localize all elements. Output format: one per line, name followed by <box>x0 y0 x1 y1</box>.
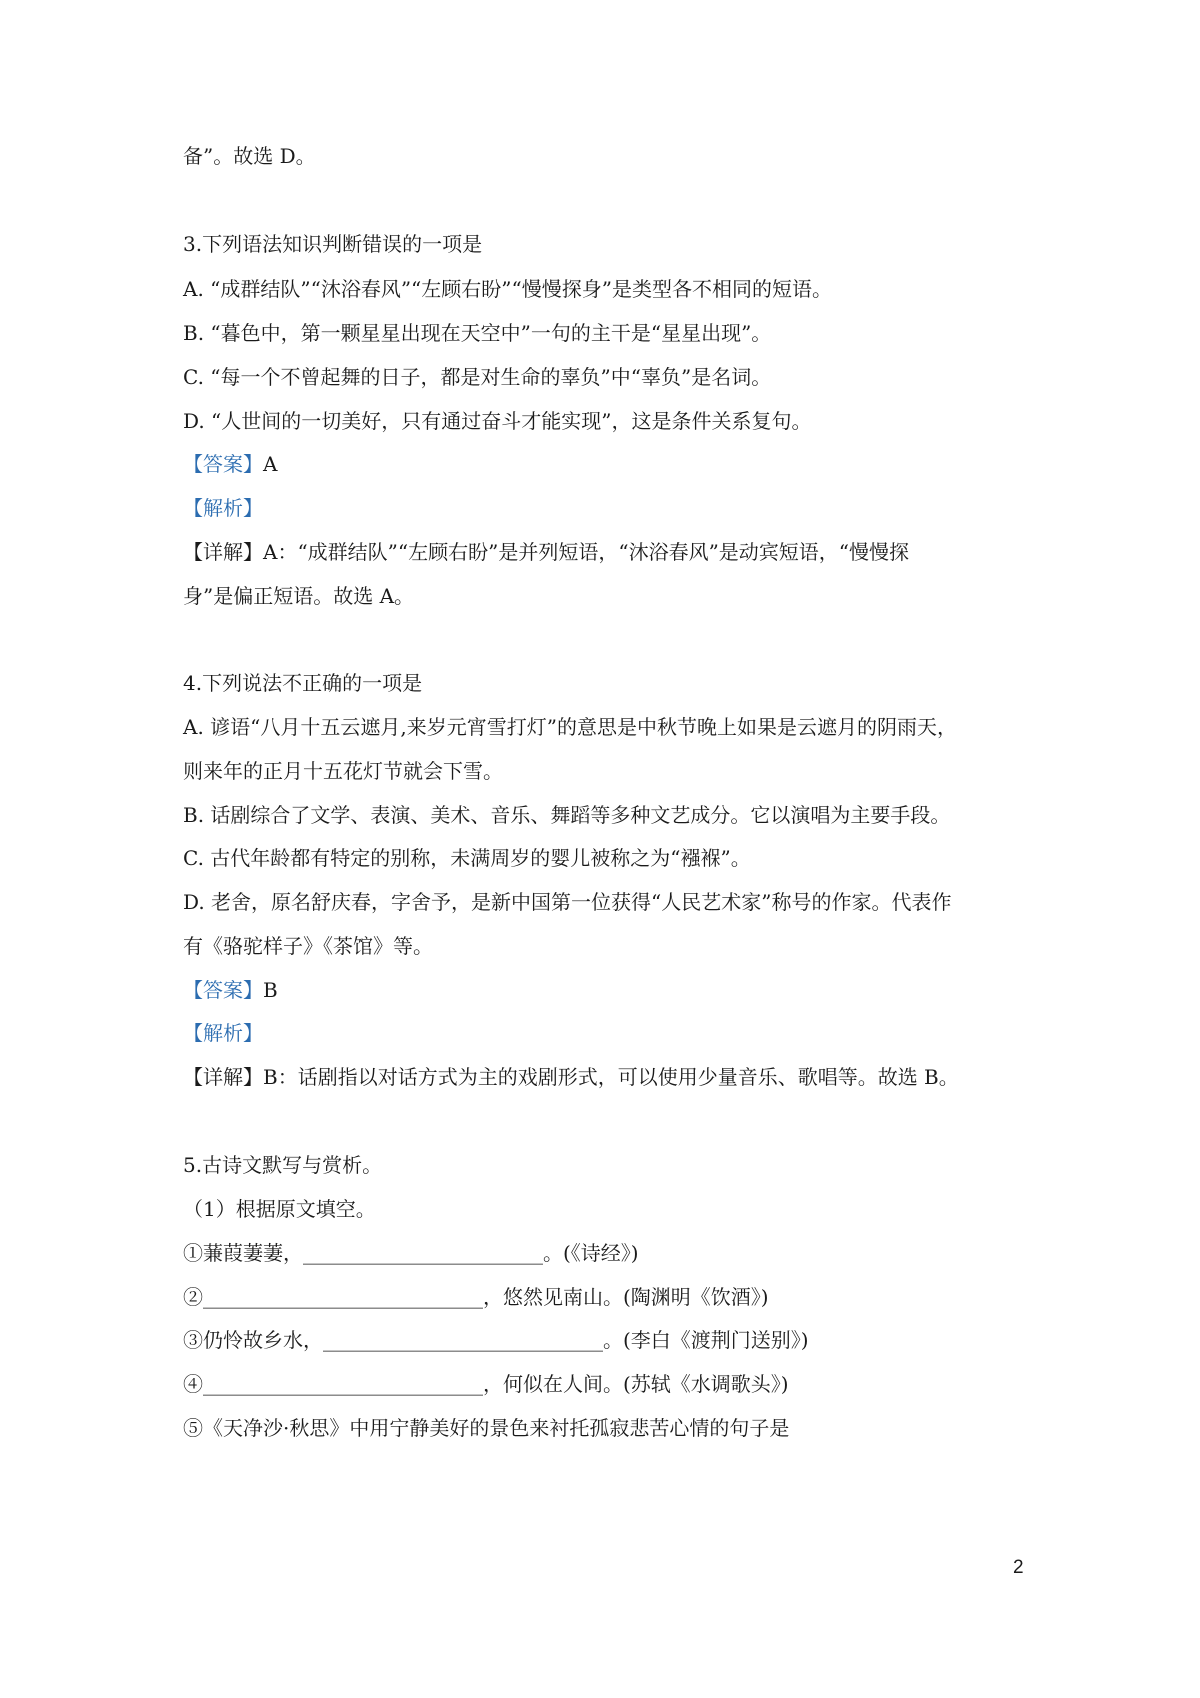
explanation-text: B：话剧指以对话方式为主的戏剧形式，可以使用少量音乐、歌唱等。故选 B。 <box>263 1065 959 1089</box>
analysis-tag: 【解析】 <box>183 1021 263 1045</box>
fill-blank-5: ⑤《天净沙·秋思》中用宁静美好的景色来衬托孤寂悲苦心情的句子是 <box>183 1416 790 1440</box>
explanation-tag: 【详解】 <box>183 540 263 564</box>
explanation-line <box>183 1064 959 1090</box>
answer-line <box>183 977 278 1003</box>
question-3-stem: 3.下列语法知识判断错误的一项是 <box>183 232 483 256</box>
question-3-option-c: C. “每一个不曾起舞的日子，都是对生命的辜负”中“辜负”是名词。 <box>183 365 772 389</box>
explanation-line <box>183 539 909 565</box>
explanation-text: A：“成群结队”“左顾右盼”是并列短语，“沐浴春风”是动宾短语，“慢慢探 <box>263 540 910 564</box>
analysis-tag: 【解析】 <box>183 496 263 520</box>
fill-blank-3: ③仍怜故乡水，____________________________。(李白《渡荆门送别》) <box>183 1328 809 1352</box>
question-3-option-a: A. “成群结队”“沐浴春风”“左顾右盼”“慢慢探身”是类型各不相同的短语。 <box>183 277 832 301</box>
question-4-option-d-continuation: 有《骆驼样子》《茶馆》等。 <box>183 934 433 958</box>
question-4-option-a: A. 谚语“八月十五云遮月,来岁元宵雪打灯”的意思是中秋节晚上如果是云遮月的阴雨天， <box>183 715 957 739</box>
question-4-option-b: B. 话剧综合了文学、表演、美术、音乐、舞蹈等多种文艺成分。它以演唱为主要手段。 <box>183 803 951 827</box>
fill-blank-1: ①蒹葭萋萋，________________________。(《诗经》) <box>183 1241 639 1265</box>
question-3-option-b: B. “暮色中，第一颗星星出现在天空中”一句的主干是“星星出现”。 <box>183 321 772 345</box>
question-5-stem: 5.古诗文默写与赏析。 <box>183 1153 383 1177</box>
answer-line <box>183 451 277 477</box>
question-4-stem: 4.下列说法不正确的一项是 <box>183 671 423 695</box>
fill-blank-4: ④____________________________，何似在人间。(苏轼《水调歌头》) <box>183 1372 789 1396</box>
answer-value: B <box>263 978 278 1002</box>
question-4-option-d: D. 老舍，原名舒庆春，字舍予，是新中国第一位获得“人民艺术家”称号的作家。代表作 <box>183 890 952 914</box>
answer-value: A <box>263 452 278 476</box>
text-line: 备”。故选 D。 <box>183 144 316 168</box>
question-3-option-d: D. “人世间的一切美好，只有通过奋斗才能实现”，这是条件关系复句。 <box>183 409 812 433</box>
question-4-option-c: C. 古代年龄都有特定的别称，未满周岁的婴儿被称之为“襁褓”。 <box>183 846 751 870</box>
answer-tag: 【答案】 <box>183 978 263 1002</box>
explanation-continuation: 身”是偏正短语。故选 A。 <box>183 584 415 608</box>
answer-tag: 【答案】 <box>183 452 263 476</box>
page-number: 2 <box>1013 1557 1024 1578</box>
explanation-tag: 【详解】 <box>183 1065 263 1089</box>
question-4-option-a-continuation: 则来年的正月十五花灯节就会下雪。 <box>183 759 503 783</box>
question-5-part-1: （1）根据原文填空。 <box>183 1197 376 1221</box>
fill-blank-2: ②____________________________，悠然见南山。(陶渊明《饮酒》) <box>183 1285 769 1309</box>
